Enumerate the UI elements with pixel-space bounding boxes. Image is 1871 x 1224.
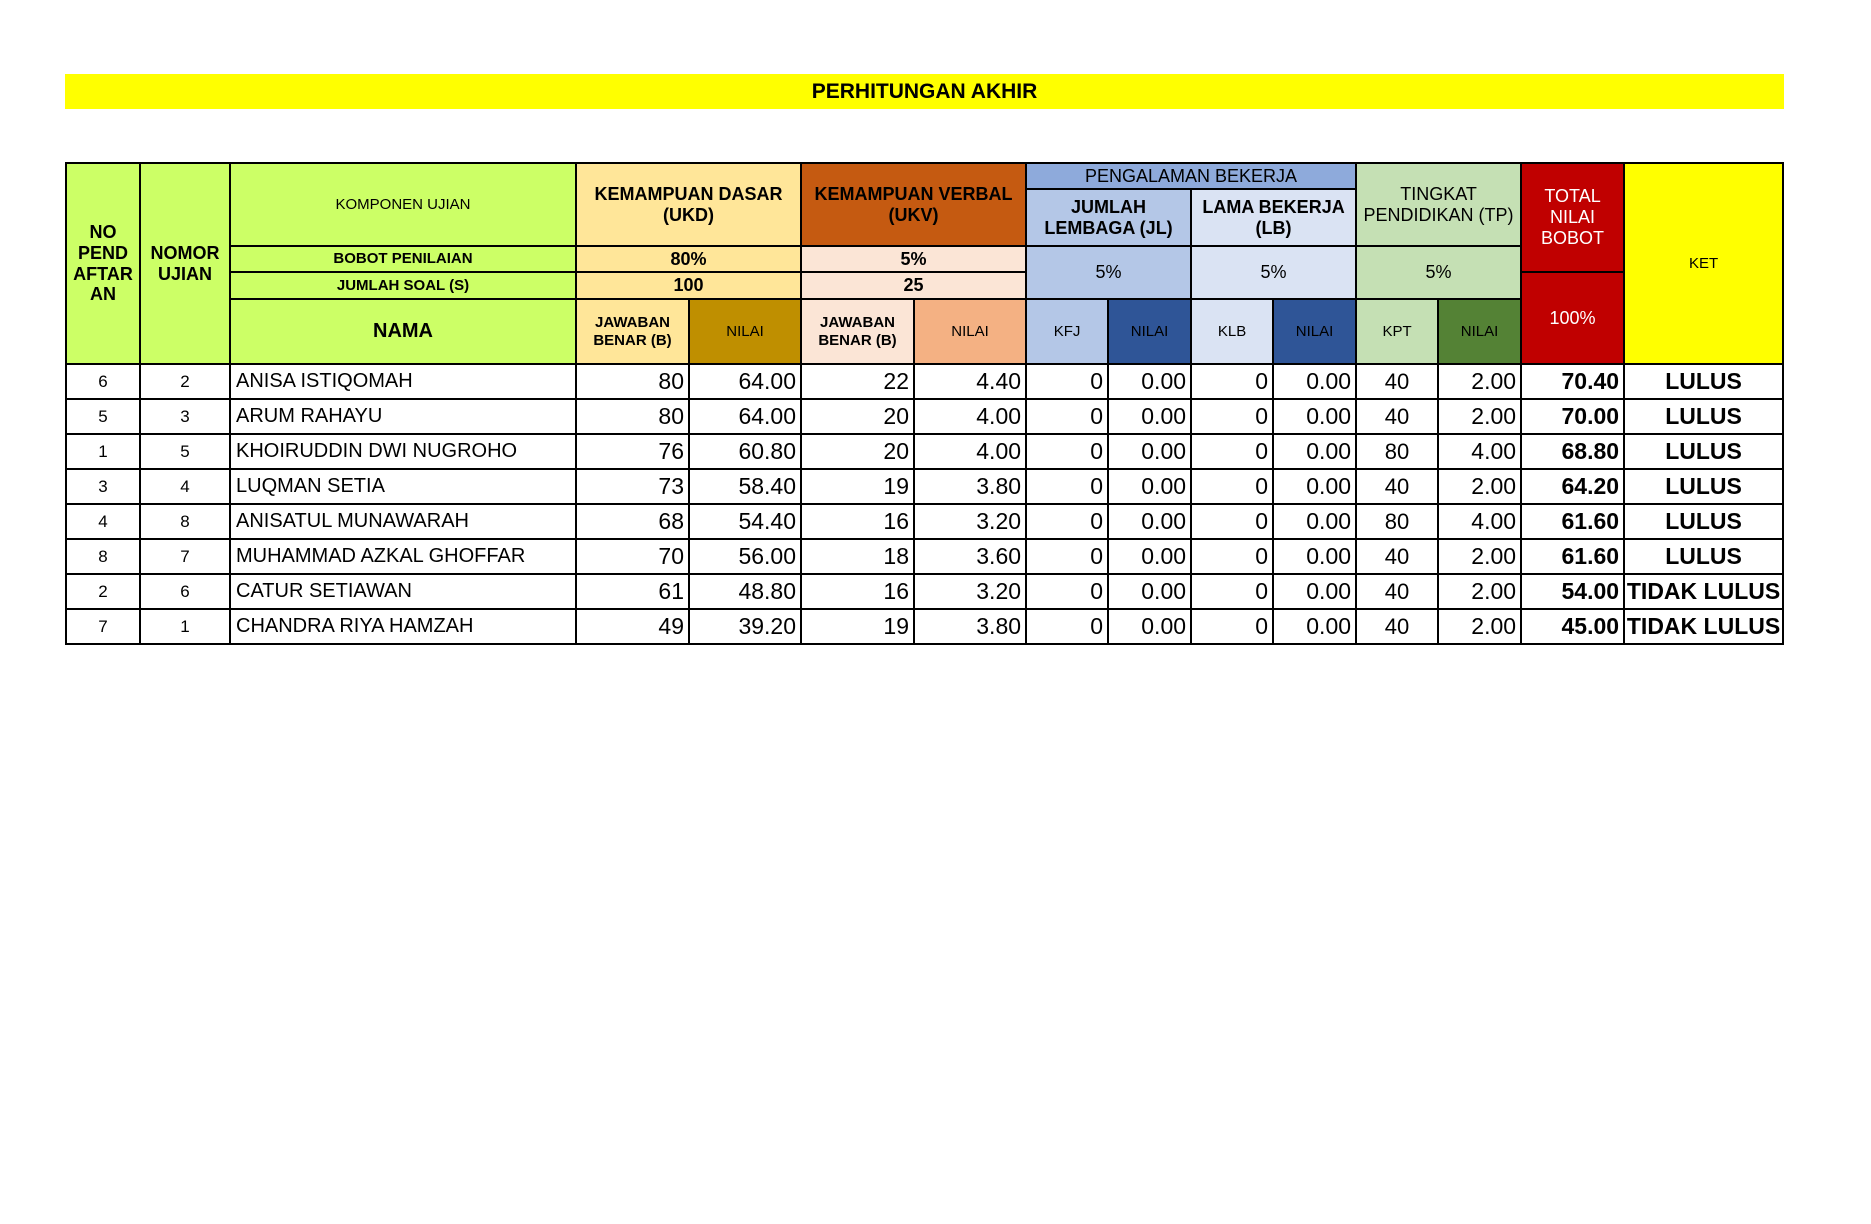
cell-jl-nilai: 0.00 xyxy=(1108,399,1191,434)
cell-nomor-ujian: 8 xyxy=(140,504,230,539)
cell-kpt: 40 xyxy=(1356,609,1438,644)
table-row xyxy=(66,609,1783,644)
tp-bobot: 5% xyxy=(1356,246,1521,299)
table-row xyxy=(66,539,1783,574)
cell-ukd-nilai: 58.40 xyxy=(689,469,801,504)
cell-no-pend: 7 xyxy=(66,609,140,644)
cell-nama: KHOIRUDDIN DWI NUGROHO xyxy=(230,434,576,469)
cell-ukd-jawaban: 76 xyxy=(576,434,689,469)
cell-kfj: 0 xyxy=(1026,574,1108,609)
cell-tp-nilai: 2.00 xyxy=(1438,539,1521,574)
cell-nomor-ujian: 2 xyxy=(140,364,230,399)
cell-ukd-nilai: 64.00 xyxy=(689,364,801,399)
header-ukd-nilai: NILAI xyxy=(689,299,801,364)
cell-lb-nilai: 0.00 xyxy=(1273,399,1356,434)
cell-ukv-nilai: 3.80 xyxy=(914,469,1026,504)
cell-kfj: 0 xyxy=(1026,609,1108,644)
cell-kpt: 80 xyxy=(1356,434,1438,469)
cell-lb-nilai: 0.00 xyxy=(1273,504,1356,539)
cell-jl-nilai: 0.00 xyxy=(1108,609,1191,644)
cell-tp-nilai: 4.00 xyxy=(1438,504,1521,539)
header-nomor-ujian: NOMOR UJIAN xyxy=(140,163,230,364)
header-ukd: KEMAMPUAN DASAR (UKD) xyxy=(576,163,801,246)
cell-ket: TIDAK LULUS xyxy=(1624,609,1783,644)
cell-kpt: 80 xyxy=(1356,504,1438,539)
cell-total: 64.20 xyxy=(1521,469,1624,504)
header-kfj: KFJ xyxy=(1026,299,1108,364)
cell-lb-nilai: 0.00 xyxy=(1273,539,1356,574)
cell-kfj: 0 xyxy=(1026,364,1108,399)
header-ket: KET xyxy=(1624,163,1783,364)
cell-kpt: 40 xyxy=(1356,399,1438,434)
cell-ket: LULUS xyxy=(1624,469,1783,504)
total-percent: 100% xyxy=(1521,272,1624,364)
cell-nomor-ujian: 1 xyxy=(140,609,230,644)
cell-ukd-nilai: 48.80 xyxy=(689,574,801,609)
header-total-nilai-bobot: TOTAL NILAI BOBOT xyxy=(1521,163,1624,272)
cell-ukv-jawaban: 20 xyxy=(801,399,914,434)
cell-tp-nilai: 2.00 xyxy=(1438,609,1521,644)
table-row xyxy=(66,574,1783,609)
cell-no-pend: 5 xyxy=(66,399,140,434)
header-klb: KLB xyxy=(1191,299,1273,364)
header-ukv-jawaban-benar: JAWABAN BENAR (B) xyxy=(801,299,914,364)
cell-ukv-jawaban: 16 xyxy=(801,574,914,609)
cell-nama: CHANDRA RIYA HAMZAH xyxy=(230,609,576,644)
header-no-pendaftaran: NO PEND AFTAR AN xyxy=(66,163,140,364)
cell-klb: 0 xyxy=(1191,574,1273,609)
cell-klb: 0 xyxy=(1191,469,1273,504)
cell-ukd-nilai: 39.20 xyxy=(689,609,801,644)
table-row xyxy=(66,399,1783,434)
cell-nama: CATUR SETIAWAN xyxy=(230,574,576,609)
cell-ukd-jawaban: 68 xyxy=(576,504,689,539)
header-lama-bekerja: LAMA BEKERJA (LB) xyxy=(1191,189,1356,246)
cell-ukv-nilai: 3.20 xyxy=(914,504,1026,539)
cell-kpt: 40 xyxy=(1356,574,1438,609)
cell-kfj: 0 xyxy=(1026,539,1108,574)
cell-ukv-nilai: 4.40 xyxy=(914,364,1026,399)
cell-ukv-nilai: 3.20 xyxy=(914,574,1026,609)
cell-ukd-nilai: 56.00 xyxy=(689,539,801,574)
cell-kpt: 40 xyxy=(1356,469,1438,504)
cell-ukv-jawaban: 22 xyxy=(801,364,914,399)
cell-klb: 0 xyxy=(1191,364,1273,399)
cell-tp-nilai: 2.00 xyxy=(1438,364,1521,399)
cell-no-pend: 3 xyxy=(66,469,140,504)
cell-no-pend: 1 xyxy=(66,434,140,469)
header-tingkat-pendidikan: TINGKAT PENDIDIKAN (TP) xyxy=(1356,163,1521,246)
ukd-jumlah-soal: 100 xyxy=(576,272,801,299)
cell-ket: LULUS xyxy=(1624,504,1783,539)
cell-nama: ARUM RAHAYU xyxy=(230,399,576,434)
cell-lb-nilai: 0.00 xyxy=(1273,609,1356,644)
table-row xyxy=(66,434,1783,469)
cell-jl-nilai: 0.00 xyxy=(1108,364,1191,399)
cell-ukv-nilai: 4.00 xyxy=(914,434,1026,469)
cell-ukd-jawaban: 73 xyxy=(576,469,689,504)
final-calculation-table xyxy=(65,162,1784,645)
cell-klb: 0 xyxy=(1191,434,1273,469)
ukv-bobot: 5% xyxy=(801,246,1026,272)
header-row-1 xyxy=(66,163,1783,189)
cell-kfj: 0 xyxy=(1026,504,1108,539)
cell-tp-nilai: 2.00 xyxy=(1438,399,1521,434)
cell-klb: 0 xyxy=(1191,609,1273,644)
cell-ukd-jawaban: 80 xyxy=(576,399,689,434)
jl-bobot: 5% xyxy=(1026,246,1191,299)
header-komponen-ujian: KOMPONEN UJIAN xyxy=(230,163,576,246)
cell-nama: ANISATUL MUNAWARAH xyxy=(230,504,576,539)
cell-lb-nilai: 0.00 xyxy=(1273,434,1356,469)
cell-lb-nilai: 0.00 xyxy=(1273,364,1356,399)
cell-ukv-jawaban: 16 xyxy=(801,504,914,539)
cell-ket: LULUS xyxy=(1624,434,1783,469)
cell-jl-nilai: 0.00 xyxy=(1108,469,1191,504)
cell-jl-nilai: 0.00 xyxy=(1108,434,1191,469)
cell-klb: 0 xyxy=(1191,504,1273,539)
header-pengalaman-bekerja: PENGALAMAN BEKERJA xyxy=(1026,163,1356,189)
table-row xyxy=(66,469,1783,504)
cell-no-pend: 2 xyxy=(66,574,140,609)
cell-total: 61.60 xyxy=(1521,504,1624,539)
cell-ukd-jawaban: 49 xyxy=(576,609,689,644)
cell-kfj: 0 xyxy=(1026,434,1108,469)
cell-ket: LULUS xyxy=(1624,539,1783,574)
header-lb-nilai: NILAI xyxy=(1273,299,1356,364)
cell-nomor-ujian: 7 xyxy=(140,539,230,574)
cell-ukv-jawaban: 20 xyxy=(801,434,914,469)
cell-ukv-nilai: 3.60 xyxy=(914,539,1026,574)
cell-tp-nilai: 2.00 xyxy=(1438,469,1521,504)
cell-ukd-nilai: 54.40 xyxy=(689,504,801,539)
header-ukv-nilai: NILAI xyxy=(914,299,1026,364)
cell-ukv-nilai: 4.00 xyxy=(914,399,1026,434)
ukv-jumlah-soal: 25 xyxy=(801,272,1026,299)
cell-no-pend: 4 xyxy=(66,504,140,539)
cell-kfj: 0 xyxy=(1026,469,1108,504)
cell-nama: LUQMAN SETIA xyxy=(230,469,576,504)
cell-no-pend: 8 xyxy=(66,539,140,574)
cell-total: 61.60 xyxy=(1521,539,1624,574)
cell-ket: LULUS xyxy=(1624,399,1783,434)
cell-nomor-ujian: 3 xyxy=(140,399,230,434)
cell-ukd-jawaban: 61 xyxy=(576,574,689,609)
cell-jl-nilai: 0.00 xyxy=(1108,574,1191,609)
header-nama: NAMA xyxy=(230,299,576,364)
sheet-title: PERHITUNGAN AKHIR xyxy=(65,74,1784,109)
cell-nomor-ujian: 5 xyxy=(140,434,230,469)
cell-total: 68.80 xyxy=(1521,434,1624,469)
cell-ukv-jawaban: 18 xyxy=(801,539,914,574)
cell-total: 70.40 xyxy=(1521,364,1624,399)
cell-klb: 0 xyxy=(1191,539,1273,574)
cell-kfj: 0 xyxy=(1026,399,1108,434)
header-tp-nilai: NILAI xyxy=(1438,299,1521,364)
cell-kpt: 40 xyxy=(1356,539,1438,574)
cell-ukd-nilai: 64.00 xyxy=(689,399,801,434)
cell-total: 45.00 xyxy=(1521,609,1624,644)
header-bobot-penilaian: BOBOT PENILAIAN xyxy=(230,246,576,272)
cell-nama: ANISA ISTIQOMAH xyxy=(230,364,576,399)
cell-lb-nilai: 0.00 xyxy=(1273,469,1356,504)
table-row xyxy=(66,504,1783,539)
cell-tp-nilai: 4.00 xyxy=(1438,434,1521,469)
header-ukv: KEMAMPUAN VERBAL (UKV) xyxy=(801,163,1026,246)
cell-ukd-jawaban: 80 xyxy=(576,364,689,399)
cell-ukd-nilai: 60.80 xyxy=(689,434,801,469)
cell-ket: TIDAK LULUS xyxy=(1624,574,1783,609)
cell-tp-nilai: 2.00 xyxy=(1438,574,1521,609)
cell-total: 70.00 xyxy=(1521,399,1624,434)
header-jl-nilai: NILAI xyxy=(1108,299,1191,364)
cell-ukv-nilai: 3.80 xyxy=(914,609,1026,644)
cell-no-pend: 6 xyxy=(66,364,140,399)
cell-total: 54.00 xyxy=(1521,574,1624,609)
cell-ukd-jawaban: 70 xyxy=(576,539,689,574)
cell-jl-nilai: 0.00 xyxy=(1108,539,1191,574)
cell-klb: 0 xyxy=(1191,399,1273,434)
header-ukd-jawaban-benar: JAWABAN BENAR (B) xyxy=(576,299,689,364)
cell-nomor-ujian: 6 xyxy=(140,574,230,609)
ukd-bobot: 80% xyxy=(576,246,801,272)
cell-nama: MUHAMMAD AZKAL GHOFFAR xyxy=(230,539,576,574)
cell-ukv-jawaban: 19 xyxy=(801,609,914,644)
cell-ukv-jawaban: 19 xyxy=(801,469,914,504)
header-jumlah-soal: JUMLAH SOAL (S) xyxy=(230,272,576,299)
lb-bobot: 5% xyxy=(1191,246,1356,299)
header-kpt: KPT xyxy=(1356,299,1438,364)
header-row-4 xyxy=(66,272,1783,299)
cell-lb-nilai: 0.00 xyxy=(1273,574,1356,609)
cell-jl-nilai: 0.00 xyxy=(1108,504,1191,539)
cell-kpt: 40 xyxy=(1356,364,1438,399)
cell-nomor-ujian: 4 xyxy=(140,469,230,504)
cell-ket: LULUS xyxy=(1624,364,1783,399)
table-row xyxy=(66,364,1783,399)
header-jumlah-lembaga: JUMLAH LEMBAGA (JL) xyxy=(1026,189,1191,246)
